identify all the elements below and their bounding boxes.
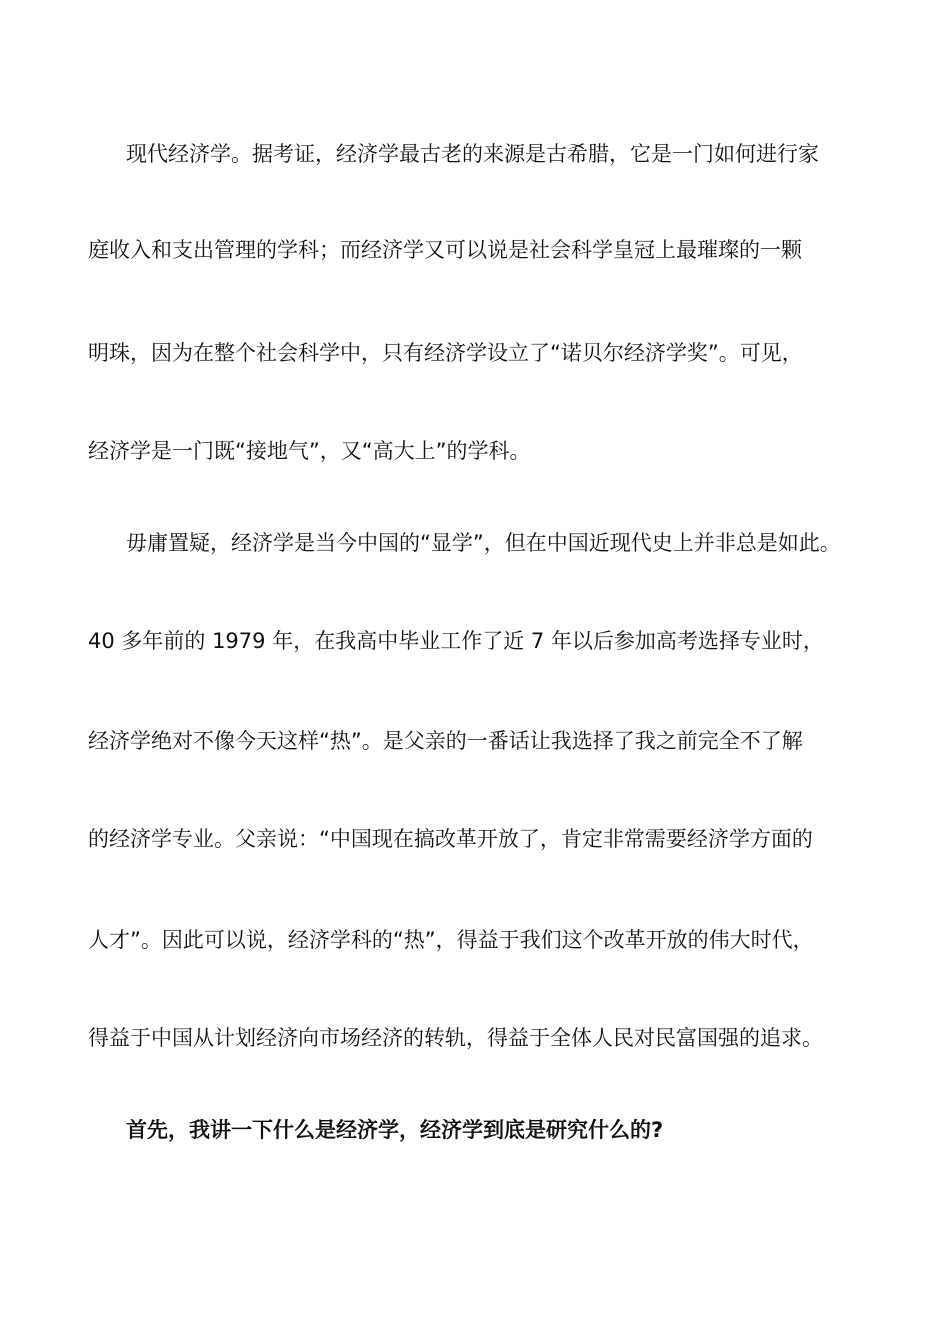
paragraph-1-line-1: 现代经济学。据考证，经济学最古老的来源是古希腊，它是一门如何进行家 xyxy=(126,142,819,166)
paragraph-1-line-3: 明珠，因为在整个社会科学中，只有经济学设立了“诺贝尔经济学奖”。可见， xyxy=(88,341,803,365)
paragraph-2-line-4: 的经济学专业。父亲说：“中国现在搞改革开放了，肯定非常需要经济学方面的 xyxy=(88,827,813,851)
paragraph-1-line-4: 经济学是一门既“接地气”，又“高大上”的学科。 xyxy=(88,439,531,463)
paragraph-2-line-6: 得益于中国从计划经济向市场经济的转轨，得益于全体人民对民富国强的追求。 xyxy=(88,1026,823,1050)
paragraph-2-line-2: 40 多年前的 1979 年，在我高中毕业工作了近 7 年以后参加高考选择专业时， xyxy=(88,629,824,653)
paragraph-2-line-3: 经济学绝对不像今天这样“热”。是父亲的一番话让我选择了我之前完全不了解 xyxy=(88,729,803,753)
section-heading: 首先，我讲一下什么是经济学，经济学到底是研究什么的? xyxy=(126,1118,664,1142)
paragraph-2-line-5: 人才”。因此可以说，经济学科的“热”，得益于我们这个改革开放的伟大时代， xyxy=(88,928,814,952)
paragraph-1-line-2: 庭收入和支出管理的学科；而经济学又可以说是社会科学皇冠上最璀璨的一颗 xyxy=(88,238,802,262)
paragraph-2-line-1: 毋庸置疑，经济学是当今中国的“显学”，但在中国近现代史上并非总是如此。 xyxy=(126,531,841,555)
